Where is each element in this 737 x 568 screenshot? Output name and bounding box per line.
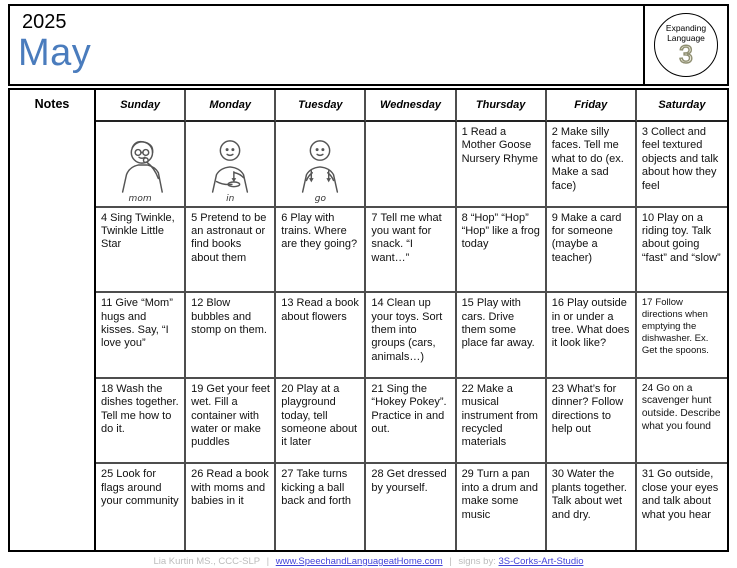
- cell-day-14: 14 Clean up your toys. Sort them into groups (cars, animals…): [366, 293, 456, 379]
- cell-day-12: 12 Blow bubbles and stomp on them.: [186, 293, 276, 379]
- cell-day-26: 26 Read a book with moms and babies in it: [186, 464, 276, 550]
- cell-day-3: 3 Collect and feel textured objects and talk about how they feel: [637, 122, 727, 208]
- website-link[interactable]: www.SpeechandLanguageatHome.com: [275, 556, 443, 567]
- footer-author: Lia Kurtin MS., CCC-SLP: [153, 556, 260, 567]
- cell-sign-in: [186, 122, 276, 208]
- day-header-saturday: Saturday: [637, 90, 727, 122]
- day-header-thursday: Thursday: [457, 90, 547, 122]
- cell-day-31: 31 Go outside, close your eyes and talk about what you hear: [641, 468, 719, 521]
- year-label: 2025: [22, 11, 67, 33]
- cell-day-20: 20 Play at a playground today, tell someone about it later: [276, 379, 366, 465]
- cell-day-6: 6 Play with trains. Where are they going?: [276, 208, 366, 294]
- cell-day-29: 29 Turn a pan into a drum and make some music: [457, 464, 547, 550]
- badge-line1: Expanding: [665, 22, 707, 33]
- sign-go-illustration: [288, 138, 352, 194]
- cell-day-4: 4 Sing Twinkle, Twinkle Little Star: [96, 208, 186, 294]
- cell-day-25: 25 Look for flags around your community: [96, 464, 186, 550]
- calendar-grid: [96, 90, 727, 550]
- cell-day-13: 13 Read a book about flowers: [276, 293, 366, 379]
- expanding-language-badge: [654, 13, 718, 77]
- cell-day-10: 10 Play on a riding toy. Talk about going “fast” and “slow”: [637, 208, 727, 294]
- cell-day-18: 18 Wash the dishes together. Tell me how to do it.: [96, 379, 186, 465]
- cell-empty-wednesday: [366, 122, 456, 208]
- cell-day-8: 8 “Hop” “Hop” “Hop” like a frog today: [457, 208, 547, 294]
- cell-day-16: 16 Play outside in or under a tree. What does it look like?: [547, 293, 637, 379]
- cell-day-5: 5 Pretend to be an astronaut or find books about them: [186, 208, 276, 294]
- cell-day-9: 9 Make a card for someone (maybe a teacher): [547, 208, 637, 294]
- footer-signs-by-label: signs by:: [458, 556, 496, 567]
- badge-compartment: [643, 6, 727, 84]
- day-header-friday: Friday: [547, 90, 637, 122]
- cell-day-1: 1 Read a Mother Goose Nursery Rhyme: [457, 122, 547, 208]
- sign-mom-illustration: [108, 138, 172, 194]
- cell-day-19: 19 Get your feet wet. Fill a container with water or make puddles: [186, 379, 276, 465]
- sign-label-go: go: [314, 193, 326, 204]
- cell-day-15: 15 Play with cars. Drive them some place far away.: [457, 293, 547, 379]
- footer-separator: |: [266, 556, 270, 567]
- badge-line2: Language: [667, 32, 705, 43]
- cell-day-17: 17 Follow directions when emptying the dishwasher. Ex. Get the spoons.: [637, 293, 727, 379]
- notes-column: [10, 90, 96, 550]
- cell-day-30: 30 Water the plants together. Talk about wet and dry.: [547, 464, 637, 550]
- sign-in-illustration: [198, 138, 262, 194]
- cell-day-11: 11 Give “Mom” hugs and kisses. Say, “I love you”: [96, 293, 186, 379]
- day-header-wednesday: Wednesday: [366, 90, 456, 122]
- footer-credit-bar: [0, 556, 737, 567]
- cell-day-27: 27 Take turns kicking a ball back and forth: [276, 464, 366, 550]
- day-header-monday: Monday: [186, 90, 276, 122]
- sign-label-in: in: [226, 193, 235, 204]
- cell-day-22: 22 Make a musical instrument from recycled materials: [457, 379, 547, 465]
- day-header-tuesday: Tuesday: [276, 90, 366, 122]
- day-header-sunday: Sunday: [96, 90, 186, 122]
- badge-level-number: 3: [679, 40, 693, 69]
- cell-day-28: 28 Get dressed by yourself.: [366, 464, 456, 550]
- month-title: May: [18, 32, 92, 74]
- footer-separator-2: |: [449, 556, 452, 567]
- cell-day-2: 2 Make silly faces. Tell me what to do (ex. Make a sad face): [547, 122, 637, 208]
- cell-day-24: 24 Go on a scavenger hunt outside. Describe what you found: [637, 379, 727, 465]
- notes-label: Notes: [34, 97, 70, 111]
- cell-day-7: 7 Tell me what you want for snack. “I want…”: [366, 208, 456, 294]
- cell-sign-go: [276, 122, 366, 208]
- cell-day-23: 23 What’s for dinner? Follow directions to help out: [547, 379, 637, 465]
- cell-day-21: 21 Sing the “Hokey Pokey”. Practice in and out.: [366, 379, 456, 465]
- sign-label-mom: mom: [128, 193, 152, 204]
- signs-credit-link[interactable]: 3S-Corks-Art-Studio: [498, 556, 584, 567]
- cell-sign-mom: [96, 122, 186, 208]
- calendar-header: [8, 4, 729, 86]
- calendar-table: [8, 88, 729, 552]
